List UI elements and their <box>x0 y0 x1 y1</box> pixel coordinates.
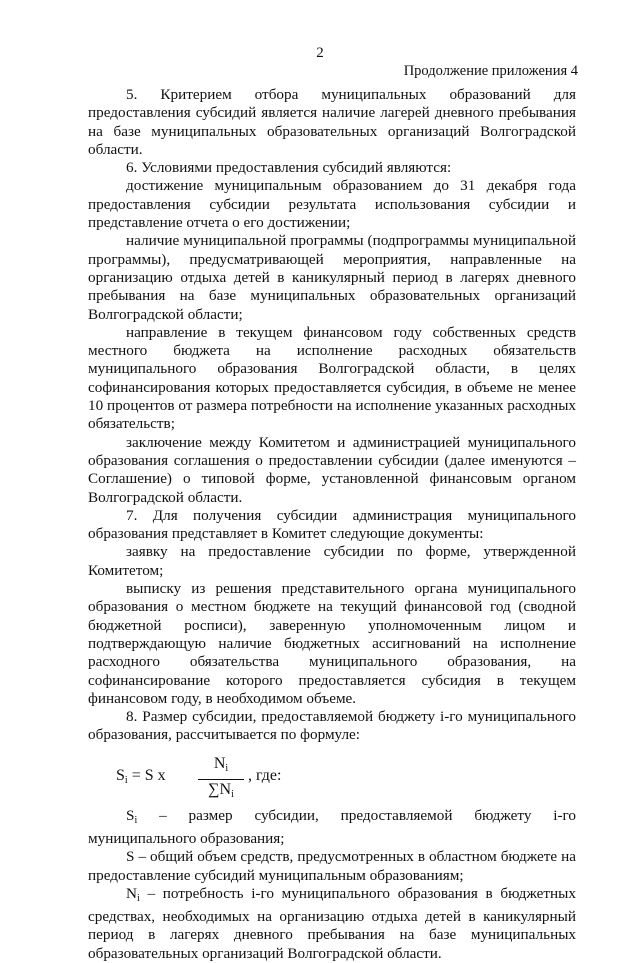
formula-lhs: $S_i = S$ x <box>116 766 166 786</box>
formula-numerator: $N_i$ <box>198 755 244 780</box>
paragraph-item-8: 8. Размер субсидии, предоставляемой бюджету i-го муниципального образования, рассчитывается по формуле: <box>88 708 576 744</box>
paragraph-item-7: 7. Для получения субсидии администрация муниципального образования представляет в Комитет следующие документы: <box>88 506 576 543</box>
page-number: 2 <box>316 45 324 61</box>
condition-cofinancing: направление в текущем финансовом году собственных средств местного бюджета на исполнение расходных обязательств муниципального образования Волгоградской области, в целях софинансирования которых предоставляется субсидия, в объеме не менее 10 процентов от размера потребности на исполнение указанных расходных обязательств; <box>88 323 576 433</box>
formula-where: , где: <box>248 766 282 784</box>
formula-fraction <box>198 755 244 805</box>
document-body <box>88 86 576 963</box>
condition-result-report: достижение муниципальным образованием до 31 декабря года предоставления субсидии результата использования субсидии и представление отчета о его достижении; <box>88 177 576 232</box>
document-application: заявку на предоставление субсидии по форме, утвержденной Комитетом; <box>88 543 576 579</box>
condition-agreement: заключение между Комитетом и администрацией муниципального образования соглашения о предоставлении субсидии (далее именуются – Соглашение) о типовой форме, установленной финансовым органом Волгоградской области. <box>88 433 576 506</box>
condition-municipal-program: наличие муниципальной программы (подпрограммы муниципальной программы), предусматривающей мероприятия, направленные на организацию отдыха детей в каникулярный период в лагерях дневного пребывания на базе муниципальных образовательных организаций Волгоградской области; <box>88 232 576 323</box>
subsidy-formula <box>116 754 576 800</box>
appendix-continuation-note: Продолжение приложения 4 <box>403 63 578 79</box>
definition-si: $S_i$ – размер субсидии, предоставляемой бюджету i-го муниципального образования; <box>88 806 576 847</box>
paragraph-item-6: 6. Условиями предоставления субсидий являются: <box>126 159 452 177</box>
formula-denominator: $\sum N_i$ <box>208 780 234 800</box>
paragraph-item-5: 5. Критерием отбора муниципальных образований для предоставления субсидий является наличие лагерей дневного пребывания на базе муниципальных образовательных организаций Волгоградской области. <box>88 86 576 158</box>
definition-ni: $N_i$ – потребность i-го муниципального образования в бюджетных средствах, необходимых на организацию отдыха детей в каникулярный период в лагерях дневного пребывания на базе муниципальных образовательных организаций Волгоградской области. <box>88 884 576 962</box>
definition-s: S – общий объем средств, предусмотренных в областном бюджете на предоставление субсидий муниципальным образованиям; <box>88 848 576 884</box>
document-budget-extract: выписку из решения представительного органа муниципального образования о местном бюджете на текущий финансовой год (сводной бюджетной росписи), заверенную уполномоченным лицом и подтверждающую наличие бюджетных ассигнований на исполнение расходного обязательства муниципального образования, на софинансирование которого предоставляется субсидия в текущем финансовом году, в необходимом объеме. <box>88 580 576 707</box>
